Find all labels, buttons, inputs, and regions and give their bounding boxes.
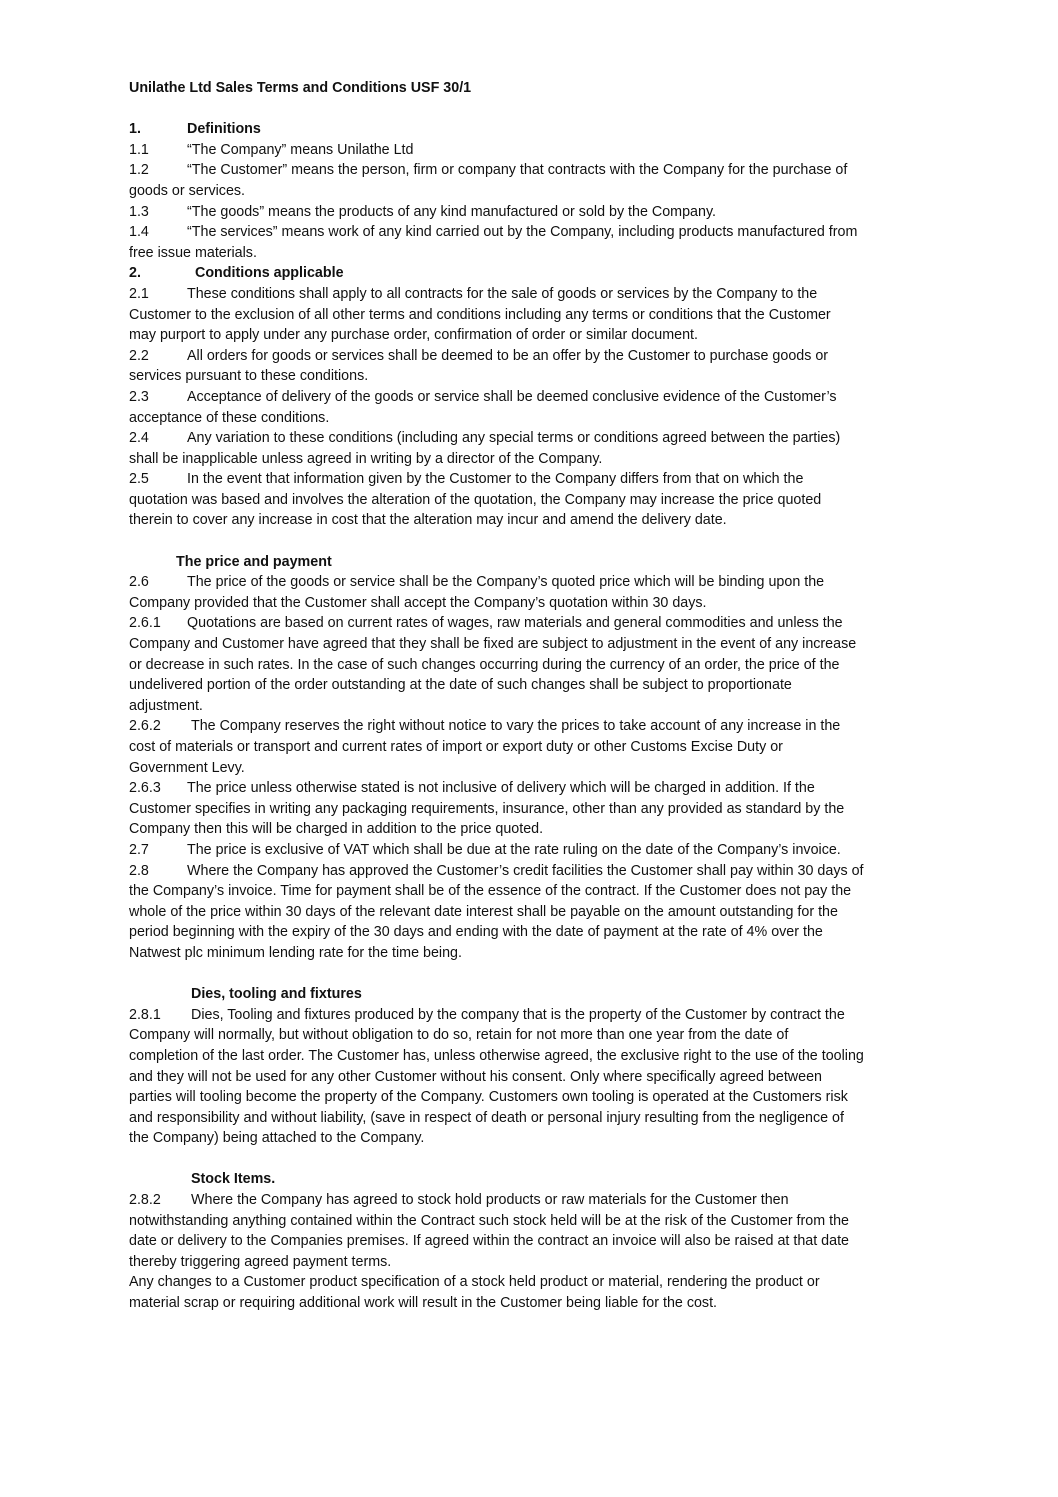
clause-number: 2.1 [129, 285, 149, 302]
clause [129, 613, 929, 716]
clause-number: 2.8.1 [129, 1006, 161, 1023]
clause [129, 1190, 929, 1272]
clause-text: date or delivery to the Companies premises. If agreed within the contract an invoice will also be raised at that date [129, 1233, 849, 1250]
clause-text: Where the Company has agreed to stock hold products or raw materials for the Customer then [191, 1192, 789, 1209]
clause [129, 387, 929, 428]
clause-line [129, 1252, 929, 1273]
clause-text: Acceptance of delivery of the goods or service shall be deemed conclusive evidence of the Customer’s [187, 388, 837, 405]
clause-line: material scrap or requiring additional work will result in the Customer being liable for the cost. [129, 1295, 718, 1312]
clause [129, 222, 929, 263]
clause-text: or decrease in such rates. In the case of such changes occurring during the currency of an order, the price of the [129, 656, 840, 673]
clause-text: Natwest plc minimum lending rate for the time being. [129, 944, 462, 961]
clause [129, 160, 929, 201]
clause-line [129, 758, 929, 779]
clause-text: cost of materials or transport and current rates of import or export duty or other Customs Excise Duty or [129, 739, 783, 755]
clause-line [129, 366, 929, 387]
clause-text: In the event that information given by the Customer to the Company differs from that on which the [187, 471, 804, 488]
clause-text: thereby triggering agreed payment terms. [129, 1253, 392, 1270]
clause-text: the Company’s invoice. Time for payment shall be of the essence of the contract. If the Customer does not pay the [129, 883, 852, 900]
clause-text: “The services” means work of any kind carried out by the Company, including products manufactured from [187, 224, 858, 241]
clause-line [129, 1025, 929, 1046]
clause-text: may purport to apply under any purchase order, confirmation of order or similar document. [129, 327, 698, 344]
clause-line [129, 572, 929, 593]
clause-line [129, 305, 929, 326]
clause-text: Customer specifies in writing any packaging requirements, insurance, other than any provided as standard by the [129, 800, 845, 817]
section-number: 1. [129, 121, 141, 138]
clause-line [129, 160, 929, 181]
clause-text: free issue materials. [129, 244, 257, 261]
clause [129, 140, 929, 161]
document-body [129, 78, 929, 1314]
clause-text: The price unless otherwise stated is not inclusive of delivery which will be charged in addition. If the [187, 780, 815, 797]
clause-number: 2.6.3 [129, 780, 161, 797]
clause-line [129, 655, 929, 676]
clause-line [129, 819, 929, 840]
clause-line [129, 1211, 929, 1232]
clause-number: 2.3 [129, 388, 149, 405]
clause-line [129, 449, 929, 470]
clause-line [129, 1128, 929, 1149]
document-title: Unilathe Ltd Sales Terms and Conditions USF 30/1 [129, 80, 472, 96]
clause-line: Any changes to a Customer product specification of a stock held product or material, rendering the product or [129, 1274, 820, 1291]
clause-line [129, 696, 929, 717]
clause [129, 1005, 929, 1149]
clause-text: “The Company” means Unilathe Ltd [187, 141, 414, 158]
clause-number: 1.4 [129, 224, 149, 241]
clause-number: 1.3 [129, 203, 149, 220]
clause-number: 1.1 [129, 141, 149, 158]
clause-line [129, 1067, 929, 1088]
clause-line [129, 490, 929, 511]
clause [129, 716, 929, 778]
clause-number: 2.5 [129, 471, 149, 488]
clause-line [129, 428, 929, 449]
clause-text: and they will not be used for any other Customer without his consent. Only where specifically agreed between [129, 1068, 822, 1085]
clause-line [129, 593, 929, 614]
clause-number: 2.6 [129, 574, 149, 591]
clause-text: whole of the price within 30 days of the relevant date interest shall be payable on the amount outstanding for the [129, 903, 838, 920]
clause-text: The price is exclusive of VAT which shall be due at the rate ruling on the date of the Company’s invoice. [187, 841, 841, 858]
clause-line [129, 675, 929, 696]
clause-line [129, 510, 929, 531]
clause-text: parties will tooling become the property of the Company. Customers own tooling is operated at the Customers risk [129, 1089, 848, 1106]
clause-text: completion of the last order. The Customer has, unless otherwise agreed, the exclusive right to the use of the tooling [129, 1047, 864, 1064]
clause-text: Where the Company has approved the Customer’s credit facilities the Customer shall pay within 30 days of [187, 862, 864, 879]
clause [129, 572, 929, 613]
clause-line [129, 202, 929, 223]
clause-line [129, 1231, 929, 1252]
clause-text: Any variation to these conditions (including any special terms or conditions agreed between the parties) [187, 430, 841, 447]
clause-line [129, 387, 929, 408]
clause-text: The Company reserves the right without notice to vary the prices to take account of any increase in the [191, 718, 841, 735]
spacer [129, 964, 929, 985]
section-title: Conditions applicable [195, 265, 344, 282]
clause-line [129, 737, 929, 758]
clause-line [129, 840, 929, 861]
clause-number: 2.8.2 [129, 1192, 161, 1209]
spacer [129, 531, 929, 552]
clause [129, 346, 929, 387]
clause-line [129, 881, 929, 902]
clause-text: and responsibility and without liability, (save in respect of death or personal injury resulting from the negligence of [129, 1109, 844, 1126]
clause-line [129, 922, 929, 943]
section-title: Definitions [187, 121, 261, 138]
clause-text: undelivered portion of the order outstanding at the date of such changes shall be subject to proportionate [129, 677, 792, 694]
clause [129, 284, 929, 346]
clause-line [129, 1005, 929, 1026]
clause-text: Company provided that the Customer shall accept the Company’s quotation within 30 days. [129, 594, 707, 611]
clause-number: 2.2 [129, 347, 149, 364]
clause-line [129, 243, 929, 264]
clause-line [129, 181, 929, 202]
clause-text: Company will normally, but without obligation to do so, retain for not more than one year from the date of [129, 1027, 789, 1044]
clause-number: 2.6.2 [129, 718, 161, 735]
clause-text: “The Customer” means the person, firm or company that contracts with the Company for the purchase of [187, 162, 848, 179]
section-heading [129, 119, 929, 140]
clause-text: Company then this will be charged in addition to the price quoted. [129, 821, 544, 838]
clause-text: Quotations are based on current rates of wages, raw materials and general commodities and unless the [187, 615, 843, 632]
clause-text: Company and Customer have agreed that they shall be fixed are subject to adjustment in the event of any increase [129, 636, 857, 653]
clause-line [129, 799, 929, 820]
clause-line [129, 325, 929, 346]
subsection-title: The price and payment [176, 553, 332, 570]
clause-text: “The goods” means the products of any kind manufactured or sold by the Company. [187, 203, 717, 220]
section-heading [129, 263, 929, 284]
subsection-title: Dies, tooling and fixtures [191, 986, 362, 1003]
clause-text: All orders for goods or services shall be deemed to be an offer by the Customer to purchase goods or [187, 347, 829, 364]
clause-number: 2.4 [129, 430, 149, 447]
clause [129, 469, 929, 531]
clause-line [129, 1087, 929, 1108]
clause-text: quotation was based and involves the alteration of the quotation, the Company may increase the price quoted [129, 491, 822, 508]
subsection-title: Stock Items. [191, 1171, 276, 1188]
clause-line [129, 716, 929, 737]
clause-line [129, 346, 929, 367]
clause-text: Government Levy. [129, 759, 245, 776]
clause [129, 778, 929, 840]
clause-line [129, 943, 929, 964]
clause-text: the Company) being attached to the Company. [129, 1130, 425, 1147]
clause [129, 861, 929, 964]
clause-text: Dies, Tooling and fixtures produced by the company that is the property of the Customer by contract the [191, 1006, 845, 1023]
clause [129, 202, 929, 223]
clause-line [129, 408, 929, 429]
clause-line [129, 222, 929, 243]
spacer [129, 1149, 929, 1170]
clause-line [129, 902, 929, 923]
clause-number: 2.6.1 [129, 615, 161, 632]
clause-text: notwithstanding anything contained within the Contract such stock held will be at the risk of the Customer from the [129, 1212, 849, 1229]
clause-line [129, 1108, 929, 1129]
section-number: 2. [129, 265, 141, 282]
clause-text: shall be inapplicable unless agreed in writing by a director of the Company. [129, 450, 603, 467]
clause-number: 2.7 [129, 841, 149, 858]
clause-text: These conditions shall apply to all contracts for the sale of goods or services by the Company to the [187, 285, 818, 302]
clause-line [129, 469, 929, 490]
clause-text: Customer to the exclusion of all other terms and conditions including any terms or conditions that the Customer [129, 306, 831, 323]
clause-number: 1.2 [129, 162, 149, 179]
clause-text: goods or services. [129, 182, 246, 199]
clause-number: 2.8 [129, 862, 149, 879]
clause [129, 840, 929, 861]
clause [129, 428, 929, 469]
clause-text: adjustment. [129, 697, 203, 714]
clause-text: services pursuant to these conditions. [129, 368, 369, 385]
clause-line [129, 778, 929, 799]
clause-line [129, 284, 929, 305]
clause-line [129, 1046, 929, 1067]
clause-text: therein to cover any increase in cost that the alteration may incur and amend the delivery date. [129, 512, 727, 529]
clause-line [129, 634, 929, 655]
clause-line [129, 140, 929, 161]
clause-line [129, 1190, 929, 1211]
clause-line [129, 861, 929, 882]
clause-text: period beginning with the expiry of the 30 days and ending with the date of payment at the rate of 4% over the [129, 924, 823, 941]
clause-text: The price of the goods or service shall be the Company’s quoted price which will be binding upon the [187, 574, 825, 591]
clause-text: acceptance of these conditions. [129, 409, 330, 426]
clause-line [129, 613, 929, 634]
